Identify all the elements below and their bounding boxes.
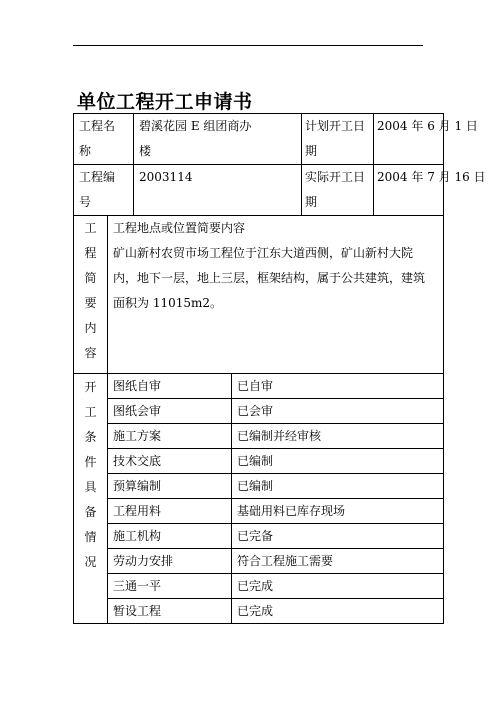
conditions-label-char: 件 bbox=[84, 455, 97, 469]
project-name-value-line2: 楼 bbox=[139, 144, 152, 158]
condition-row bbox=[74, 574, 444, 599]
summary-heading: 工程地点或位置简要内容 bbox=[113, 221, 246, 235]
condition-status: 基础用料已库存现场 bbox=[232, 499, 444, 524]
project-no-label-cell bbox=[74, 165, 134, 216]
condition-row bbox=[74, 549, 444, 574]
conditions-label-char: 情 bbox=[84, 530, 97, 544]
condition-status: 已完备 bbox=[232, 524, 444, 549]
actual-start-label-cell bbox=[302, 165, 374, 216]
condition-status: 已编制 bbox=[232, 474, 444, 499]
conditions-label-char: 开 bbox=[84, 380, 97, 394]
project-name-label-line1: 工程名 bbox=[79, 119, 116, 133]
condition-status: 已会审 bbox=[232, 399, 444, 424]
conditions-label-char: 备 bbox=[84, 505, 97, 519]
condition-status: 已编制并经审核 bbox=[232, 424, 444, 449]
summary-label-char: 工 bbox=[84, 221, 97, 235]
conditions-label-char: 条 bbox=[84, 430, 97, 444]
condition-row bbox=[74, 474, 444, 499]
project-name-value-line1: 碧溪花园 E 组团商办 bbox=[139, 119, 252, 133]
condition-status: 已编制 bbox=[232, 449, 444, 474]
summary-label-char: 内 bbox=[84, 321, 97, 335]
condition-item: 施工机构 bbox=[108, 524, 232, 549]
conditions-label-char: 具 bbox=[84, 480, 97, 494]
summary-content bbox=[108, 216, 444, 374]
planned-start-label-line1: 计划开工日 bbox=[305, 119, 366, 133]
project-name-label-line2: 称 bbox=[79, 144, 92, 158]
row-project-name bbox=[74, 114, 444, 165]
condition-status: 已完成 bbox=[232, 574, 444, 599]
conditions-label-char: 况 bbox=[84, 555, 97, 569]
condition-row bbox=[74, 499, 444, 524]
condition-item: 施工方案 bbox=[108, 424, 232, 449]
condition-item: 工程用料 bbox=[108, 499, 232, 524]
condition-item: 暂设工程 bbox=[108, 599, 232, 624]
row-project-no bbox=[74, 165, 444, 216]
condition-item: 图纸会审 bbox=[108, 399, 232, 424]
application-form bbox=[73, 113, 486, 624]
actual-start-label-line1: 实际开工日 bbox=[305, 170, 366, 184]
condition-row bbox=[74, 599, 444, 624]
actual-start-value: 2004 年 7 月 16 日 bbox=[374, 165, 444, 216]
project-no-value: 2003114 bbox=[134, 165, 302, 216]
condition-status: 已自审 bbox=[232, 374, 444, 399]
condition-row bbox=[74, 424, 444, 449]
actual-start-label-line2: 期 bbox=[305, 195, 318, 209]
planned-start-value: 2004 年 6 月 1 日 bbox=[374, 114, 444, 165]
form-table bbox=[73, 113, 486, 624]
condition-row bbox=[74, 374, 444, 399]
summary-label-char: 简 bbox=[84, 271, 97, 285]
condition-item: 劳动力安排 bbox=[108, 549, 232, 574]
summary-line: 内，地下一层，地上三层，框架结构，属于公共建筑，建筑 bbox=[113, 271, 426, 285]
planned-start-label-cell bbox=[302, 114, 374, 165]
condition-row bbox=[74, 399, 444, 424]
condition-status: 符合工程施工需要 bbox=[232, 549, 444, 574]
planned-start-label-line2: 期 bbox=[305, 144, 318, 158]
conditions-label bbox=[74, 374, 108, 624]
summary-line: 矿山新村农贸市场工程位于江东大道西侧，矿山新村大院 bbox=[113, 246, 414, 260]
row-summary bbox=[74, 216, 444, 374]
condition-item: 图纸自审 bbox=[108, 374, 232, 399]
summary-line: 面积为 11015m2。 bbox=[113, 296, 223, 310]
condition-item: 三通一平 bbox=[108, 574, 232, 599]
summary-label-char: 程 bbox=[84, 246, 97, 260]
condition-item: 预算编制 bbox=[108, 474, 232, 499]
project-no-label-line2: 号 bbox=[79, 195, 92, 209]
condition-status: 已完成 bbox=[232, 599, 444, 624]
document-title: 单位工程开工申请书 bbox=[77, 91, 253, 113]
summary-label bbox=[74, 216, 108, 374]
project-name-value-cell bbox=[134, 114, 302, 165]
conditions-label-char: 工 bbox=[84, 405, 97, 419]
condition-item: 技术交底 bbox=[108, 449, 232, 474]
condition-row bbox=[74, 524, 444, 549]
project-name-label-cell bbox=[74, 114, 134, 165]
summary-label-char: 要 bbox=[84, 296, 97, 310]
project-no-label-line1: 工程编 bbox=[79, 170, 116, 184]
summary-label-char: 容 bbox=[84, 346, 97, 360]
header-rule bbox=[73, 45, 423, 46]
condition-row bbox=[74, 449, 444, 474]
